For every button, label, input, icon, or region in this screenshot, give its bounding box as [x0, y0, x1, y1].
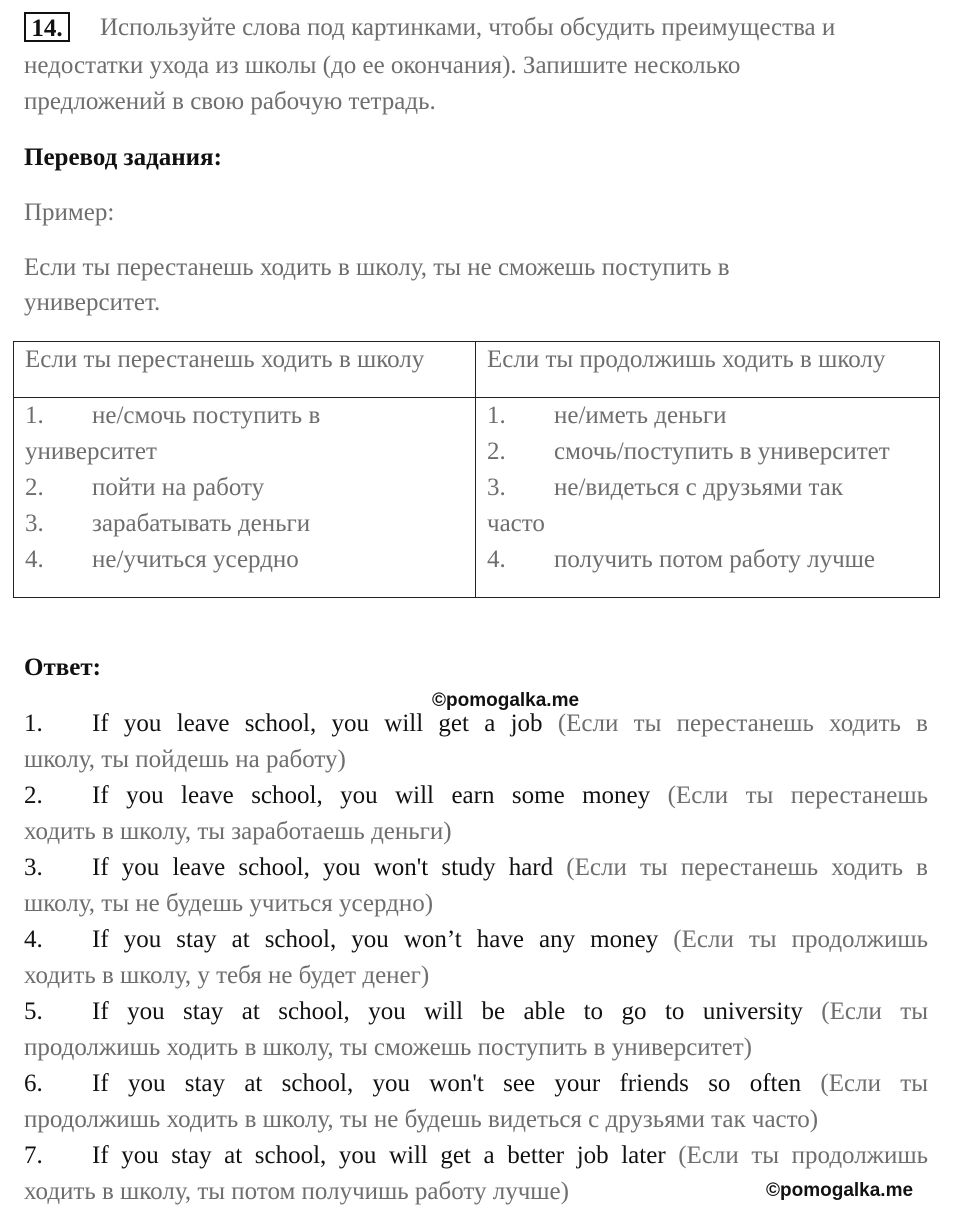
item-text: зарабатывать деньги: [92, 510, 311, 537]
answer-english: If you leave school, you will get a job: [92, 710, 543, 737]
comparison-table: [13, 341, 940, 598]
list-item: [487, 398, 939, 434]
example-line-2: университет.: [24, 289, 161, 316]
list-item-continuation: часто: [487, 510, 545, 537]
answer-number: 7.: [24, 1142, 43, 1169]
answer-english: If you stay at school, you won’t have any money: [92, 926, 659, 953]
list-item: [25, 542, 475, 578]
item-text: не/учиться усердно: [92, 546, 299, 573]
answer-russian: (Если ты: [801, 1070, 928, 1097]
table-cell-leave-items: [14, 398, 476, 598]
answer-number: 4.: [24, 926, 43, 953]
item-text: пойти на работу: [92, 474, 265, 501]
item-number: 1.: [487, 402, 506, 429]
answer-number: 3.: [24, 854, 43, 881]
answer-1-line-2: школу, ты пойдешь на работу): [24, 746, 346, 773]
answer-3-line-2: школу, ты не будешь учиться усердно): [24, 890, 434, 917]
answer-number: 5.: [24, 998, 43, 1025]
list-item: [25, 506, 475, 542]
item-text: смочь/поступить в университет: [554, 438, 890, 465]
answer-number: 1.: [24, 710, 43, 737]
task-number-box: 14.: [24, 12, 70, 42]
answer-russian: (Если ты продолжишь: [658, 926, 928, 953]
answer-4-line-2: ходить в школу, у тебя не будет денег): [24, 962, 430, 989]
answer-english: If you stay at school, you will be able to go to university: [92, 998, 803, 1025]
table-header-leave-text: Если ты перестанешь ходить в школу: [25, 346, 425, 373]
example-line-1: Если ты перестанешь ходить в школу, ты не сможешь поступить в: [24, 254, 730, 281]
list-item-continuation: университет: [25, 438, 157, 465]
table-header-stay: [476, 342, 940, 398]
answer-number: 2.: [24, 782, 43, 809]
table-cell-stay-items: [476, 398, 940, 598]
answer-heading: Ответ:: [24, 654, 101, 681]
item-number: 3.: [25, 510, 44, 537]
answer-6-line-1: [24, 1066, 928, 1102]
task-text-line-2: недостатки ухода из школы (до ее окончания). Запишите несколько: [24, 52, 741, 79]
answer-russian: (Если ты: [802, 998, 928, 1025]
answer-5-line-1: [24, 994, 928, 1030]
answer-3-line-1: [24, 850, 928, 886]
answer-number: 6.: [24, 1070, 43, 1097]
task-text-line-3: предложений в свою рабочую тетрадь.: [24, 88, 436, 115]
answer-1-line-1: [24, 706, 928, 742]
answer-7-line-2: ходить в школу, ты потом получишь работу лучше): [24, 1178, 569, 1205]
item-number: 3.: [487, 474, 506, 501]
list-item: [487, 470, 939, 506]
watermark-top: ©pomogalka.me: [432, 690, 580, 711]
table-header-leave: [14, 342, 476, 398]
table-header-stay-text: Если ты продолжишь ходить в школу: [487, 346, 886, 373]
list-item: [25, 470, 475, 506]
task-text-line-1: Используйте слова под картинками, чтобы обсудить преимущества и: [100, 14, 836, 41]
watermark-bottom: ©pomogalka.me: [766, 1180, 914, 1201]
answer-russian: (Если ты перестанешь ходить в: [542, 710, 928, 737]
item-text: не/смочь поступить в: [92, 402, 321, 429]
answer-english: If you stay at school, you will get a better job later: [92, 1142, 666, 1169]
answer-6-line-2: продолжишь ходить в школу, ты не будешь видеться с друзьями так часто): [24, 1106, 819, 1133]
answer-russian: (Если ты перестанешь ходить в: [553, 854, 928, 881]
answer-russian: (Если ты перестанешь: [650, 782, 928, 809]
answer-4-line-1: [24, 922, 928, 958]
item-number: 1.: [25, 402, 44, 429]
list-item: [487, 434, 939, 470]
answer-7-line-1: [24, 1138, 928, 1174]
item-number: 4.: [487, 546, 506, 573]
answer-2-line-2: ходить в школу, ты заработаешь деньги): [24, 818, 452, 845]
item-text: не/иметь деньги: [554, 402, 727, 429]
list-item: [487, 542, 939, 578]
item-number: 2.: [25, 474, 44, 501]
example-label: Пример:: [24, 199, 115, 226]
item-text: получить потом работу лучше: [554, 546, 876, 573]
answer-russian: (Если ты продолжишь: [665, 1142, 928, 1169]
list-item: [25, 398, 475, 434]
answer-english: If you leave school, you will earn some money: [92, 782, 651, 809]
item-text: не/видеться с друзьями так: [554, 474, 844, 501]
answer-5-line-2: продолжишь ходить в школу, ты сможешь поступить в университет): [24, 1034, 752, 1061]
item-number: 2.: [487, 438, 506, 465]
answer-2-line-1: [24, 778, 928, 814]
translation-heading: Перевод задания:: [24, 144, 222, 171]
answer-english: If you leave school, you won't study hard: [92, 854, 554, 881]
answer-english: If you stay at school, you won't see your friends so often: [92, 1070, 802, 1097]
item-number: 4.: [25, 546, 44, 573]
